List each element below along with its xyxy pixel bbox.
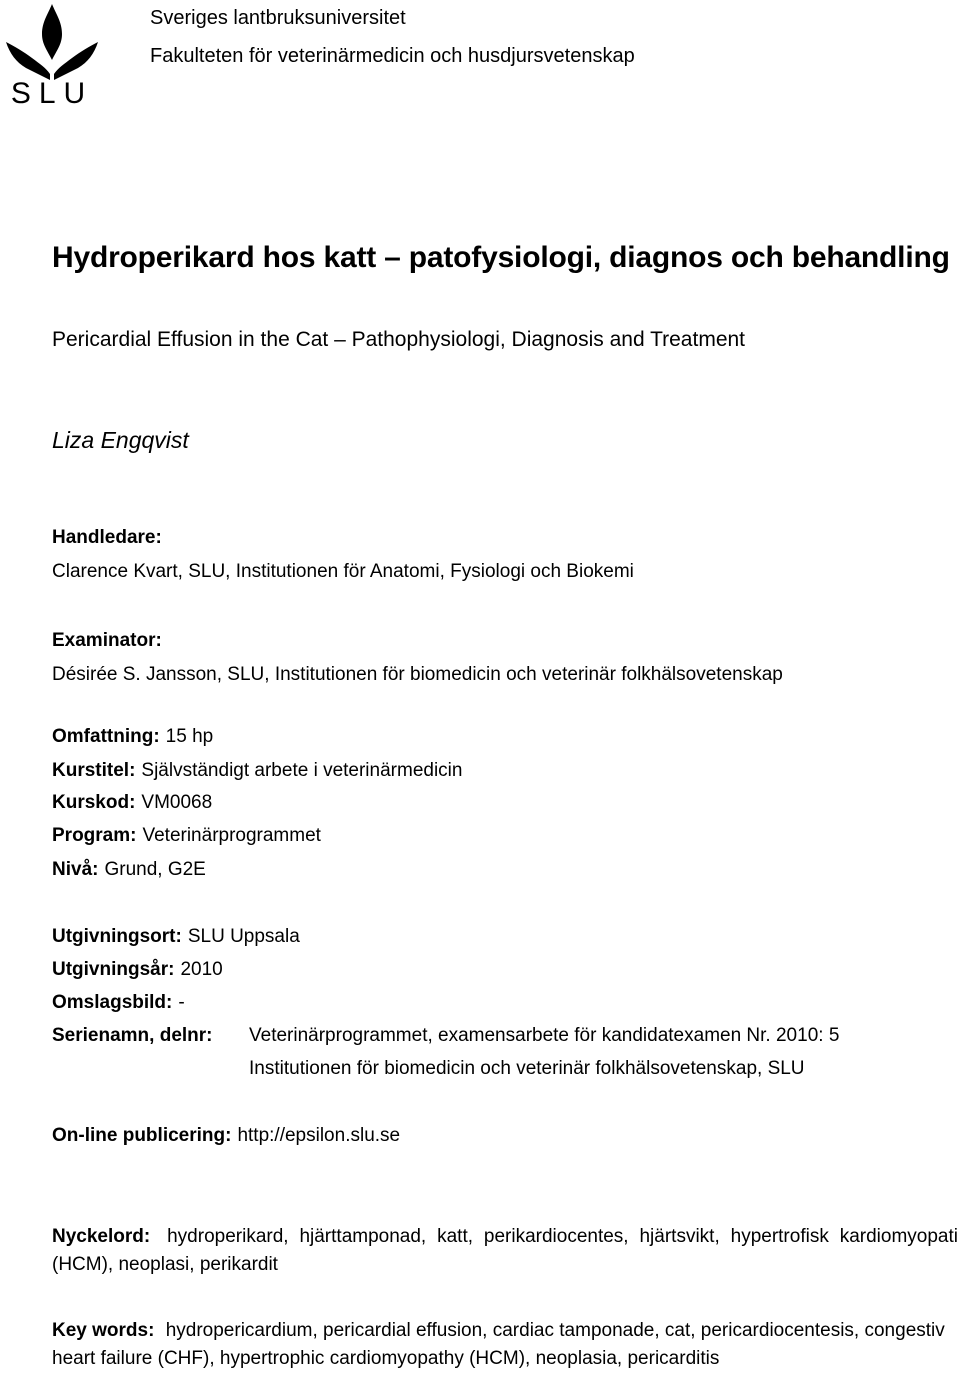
slu-logo — [2, 2, 102, 106]
publication-value: 2010 — [180, 959, 223, 980]
keywords-label: Key words: — [52, 1320, 155, 1341]
series-line-1: Veterinärprogrammet, examensarbete för kandidatexamen Nr. 2010: 5 — [249, 1025, 840, 1046]
logo-right-leaf-icon — [54, 42, 98, 80]
logo-flame-icon — [42, 4, 62, 60]
online-row — [52, 1124, 400, 1148]
course-label: Omfattning: — [52, 726, 160, 747]
course-value: VM0068 — [141, 792, 213, 813]
publication-row — [52, 958, 223, 982]
course-value: Självständigt arbete i veterinärmedicin — [141, 760, 463, 781]
course-value: 15 hp — [165, 726, 214, 747]
publication-row — [52, 991, 185, 1015]
publication-value: - — [178, 992, 185, 1013]
nyckelord-paragraph — [52, 1223, 958, 1279]
document-title: Hydroperikard hos katt – patofysiologi, diagnos och behandling — [52, 241, 950, 274]
examiner-value: Désirée S. Jansson, SLU, Institutionen för biomedicin och veterinär folkhälsovetenskap — [52, 664, 783, 685]
university-name: Sveriges lantbruksuniversitet — [150, 7, 406, 29]
publication-label: Omslagsbild: — [52, 992, 173, 1013]
nyckelord-value: hydroperikard, hjärttamponad, katt, perikardiocentes, hjärtsvikt, hypertrofisk kardiomyopati (HCM), neoplasi, perikardit — [52, 1226, 958, 1275]
publication-row — [52, 925, 300, 949]
publication-label: Utgivningsort: — [52, 926, 182, 947]
course-row — [52, 824, 321, 848]
document-subtitle: Pericardial Effusion in the Cat – Pathophysiologi, Diagnosis and Treatment — [52, 328, 746, 351]
series-label: Serienamn, delnr: — [52, 1025, 213, 1046]
supervisor-value: Clarence Kvart, SLU, Institutionen för Anatomi, Fysiologi och Biokemi — [52, 561, 634, 582]
logo-left-leaf-icon — [6, 42, 50, 80]
faculty-name: Fakulteten för veterinärmedicin och husdjursvetenskap — [150, 45, 635, 67]
publication-label: Utgivningsår: — [52, 959, 175, 980]
author-name: Liza Engqvist — [52, 427, 189, 453]
keywords-value: hydropericardium, pericardial effusion, cardiac tamponade, cat, pericardiocentesis, congestiv heart failure (CHF), hypertrophic cardiomyopathy (HCM), neoplasia, pericarditis — [52, 1320, 945, 1369]
logo-text: SLU — [10, 77, 94, 106]
course-row — [52, 791, 212, 815]
examiner-label: Examinator: — [52, 630, 162, 651]
course-label: Kurstitel: — [52, 760, 136, 781]
course-row — [52, 725, 213, 749]
online-link[interactable]: http://epsilon.slu.se — [237, 1125, 401, 1146]
course-row — [52, 858, 206, 882]
online-label: On-line publicering: — [52, 1125, 232, 1146]
course-label: Nivå: — [52, 859, 99, 880]
course-row — [52, 759, 462, 783]
course-label: Kurskod: — [52, 792, 136, 813]
keywords-paragraph — [52, 1317, 958, 1373]
course-label: Program: — [52, 825, 137, 846]
publication-value: SLU Uppsala — [187, 926, 300, 947]
course-value: Grund, G2E — [104, 859, 206, 880]
supervisor-label: Handledare: — [52, 527, 162, 548]
nyckelord-label: Nyckelord: — [52, 1226, 151, 1247]
course-value: Veterinärprogrammet — [142, 825, 321, 846]
series-line-2: Institutionen för biomedicin och veterinär folkhälsovetenskap, SLU — [249, 1058, 805, 1079]
